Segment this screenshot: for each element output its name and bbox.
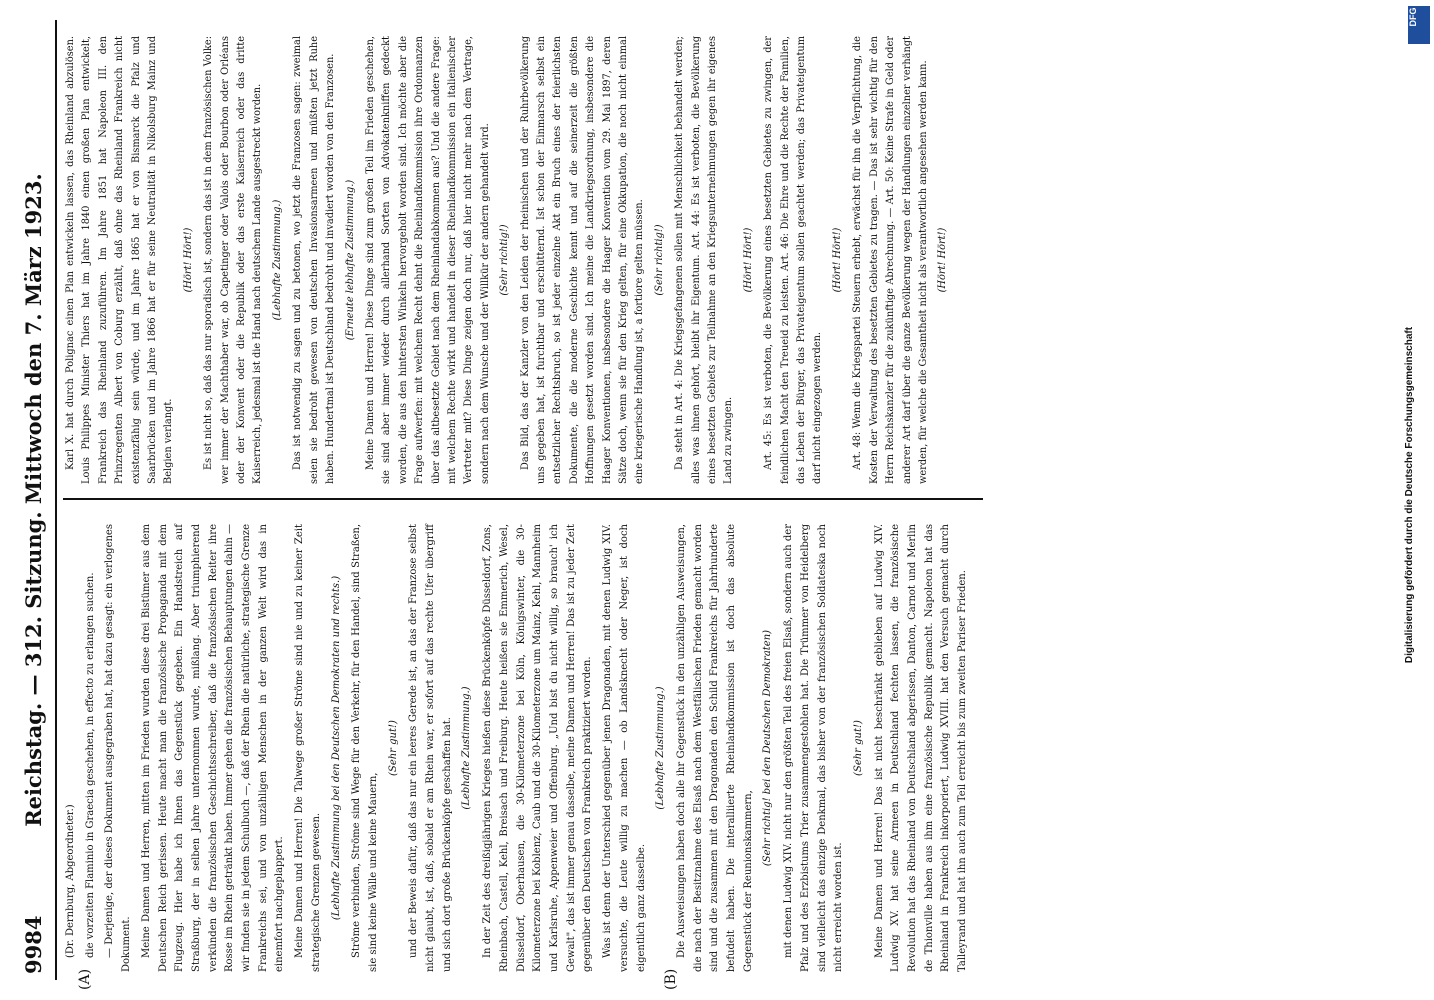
digitization-note <box>1404 0 1430 1000</box>
left-column-paragraph: Ströme verbinden, Ströme sind Wege für den Verkehr, für den Handel, sind Straßen, sie sind keine Wälle und keine Mauern, <box>351 524 379 972</box>
right-column-paragraph: Meine Damen und Herren! Diese Dinge sind zum großen Teil im Frieden geschehen, sie sind aber immer wieder durch allerhand Sorten von Advokatenkniffen gedeckt worden, die aus den hintersten Winkeln hervorgeholt worden sind. Ich möchte aber die Frage aufwerfen: mit welchem Recht dehnt die Rheinlandkommission ihre Ordonnanzen über das altbesetzte Gebiet nach dem Rheinlandabkommen aus? Und die andere Frage: mit welchem Rechte wirkt und handelt in dieser Rheinlandkommission ein italienischer Vertreter mit? Diese Dinge zeigen doch nur, daß hier nicht mehr nach dem Vertrage, sondern nach dem Wunsche und der Willkür der andern gehandelt wird. <box>364 36 491 484</box>
left-column-paragraph: Meine Damen und Herren, mitten im Frieden wurden diese drei Bistümer aus dem Deutschen Reich gerissen. Heute macht man die französische Propaganda mit dem Flugzeug. Hier habe ich Ihnen das Gegenstück gegeben. Ein Handstreich auf Straßburg, der in selben Jahre unternommen wurde, mißlang. Aber triumphierend verkünden die französischen Geschichtsschreiber, daß die französischen Reiter ihre Rosse im Rhein getränkt haben. Immer gehen die französischen Behauptungen dahin — wir finden sie in jedem Schulbuch —, daß der Rhein die natürliche, strategische Grenze Frankreichs sei, und von unzähligen Menschen in der ganzen Welt wird das in einemfort nachgeplappert. <box>140 524 286 972</box>
left-column-paragraph: (Lebhafte Zustimmung.) <box>461 686 473 810</box>
right-column-paragraph: Karl X. hat durch Polignac einen Plan entwickeln lassen, das Rheinland abzulösen. Louis Philippes Minister Thiers hat im Jahre 1840 einen großen Plan entwickelt, Frankreich das Rheinland zuzuführen. Im Jahre 1851 hat Napoleon III. den Prinzregenten Albert von Coburg erzählt, daß ohne das Rheinland Frankreich nicht existenzfähig sein würde, und im Jahre 1865 hat er von Bismarck die Pfalz und Saarbrücken und im Jahre 1866 hat er für seine Neutralität in Nikolsburg Mainz und Belgien verlangt. <box>65 36 175 484</box>
left-column-paragraph: mit denen Ludwig XIV. nicht nur den größten Teil des freien Elsaß, sondern auch der Pfalz und des Erzbistums Trier zusammengestohlen hat. Die Trümmer von Heidelberg sind vielleicht das einzige Denkmal, das bisher von der französischen Soldateska noch nicht erreicht worden ist. <box>783 524 845 972</box>
right-text-column <box>63 36 956 484</box>
rotated-page <box>15 20 1405 990</box>
right-column-paragraph: (Sehr richtig!) <box>499 224 511 296</box>
left-column-paragraph: (Dr. Dernburg, Abgeordneter.) <box>65 804 76 958</box>
left-column-paragraph: Was ist denn der Unterschied gegenüber jenen Dragonaden, mit denen Ludwig XIV. versuchte, die Leute willig zu machen — ob Landsknecht oder Neger, ist doch eigentlich ganz dasselbe. <box>602 524 647 972</box>
left-column-paragraph: und der Beweis dafür, daß das nur ein leeres Gerede ist, an das der Franzose selbst nicht glaubt, ist, daß, sobald er am Rhein war, er sofort auf das rechte Ufer übergriff und sich dort große Brückenköpfe geschaffen hat. <box>408 524 453 972</box>
column-divider <box>63 498 983 500</box>
right-column-paragraph: Da steht in Art. 4: Die Kriegsgefangenen sollen mit Menschlichkeit behandelt werden; alles was ihnen gehört, bleibt ihr Eigentum. Art. 44: Es ist verboten, die Bevölkerung eines besetzten Gebiets zur Teilnahme an den Kriegsunternehmungen gegen ihr eigenes Land zu zwingen. <box>674 36 735 484</box>
digitization-note-text: Digitalisierung gefördert durch die Deutsche Forschungsgemeinschaft <box>1404 326 1415 664</box>
left-column-paragraph: (Sehr richtig! bei den Deutschen Demokraten) <box>762 629 774 867</box>
right-column-paragraph: (Hört! Hört!) <box>742 227 754 293</box>
margin-mark-a: (A) <box>77 968 93 990</box>
right-column-paragraph: (Lebhafte Zustimmung.) <box>271 199 283 321</box>
left-text-column <box>63 524 975 972</box>
dfg-logo <box>1408 6 1430 44</box>
left-column-paragraph: (Lebhafte Zustimmung.) <box>655 686 667 810</box>
left-column-paragraph: — Derjenige, der dieses Dokument ausgegraben hat, hat dazu gesagt: ein verlogenes Dokument. <box>104 524 133 972</box>
dfg-logo-text: DFG <box>1408 7 1418 27</box>
left-column-paragraph: In der Zeit des dreißigjährigen Krieges hießen diese Brückenköpfe Düsseldorf, Zons, Rheinbach, Castell, Kehl, Breisach und Freiburg. Heute heißen sie Emmerich, Wesel, Düsseldorf, Oberhausen, die 30-Kilometerzone bei Köln, Königswinter, die 30-Kilometerzone bei Koblenz, Caub und die 30-Kilometerzone um Mainz, Kehl, Mannheim und Karlsruhe, Appenweier und Offenburg. „Und bist du nicht willig, so brauch' ich Gewalt", das ist immer genau dasselbe, meine Damen und Herren! Das ist zu jeder Zeit gegenüber den Deutschen von Frankreich praktiziert worden. <box>482 524 594 972</box>
right-column-paragraph: (Hört! Hört!) <box>831 227 843 293</box>
running-title: Reichstag. — 312. Sitzung. Mittwoch den 7. März 1923. <box>21 173 46 827</box>
left-column-paragraph: (Lebhafte Zustimmung bei den Deutschen Demokraten und rechts.) <box>330 575 342 921</box>
left-column-paragraph: Meine Damen und Herren! Die Talwege großer Ströme sind nie und zu keiner Zeit strategische Grenzen gewesen. <box>294 524 322 972</box>
left-column-paragraph: Die Ausweisungen haben doch alle ihr Gegenstück in den unzähligen Ausweisungen, die nach der Besitznahme des Elsaß nach dem Westfälischen Frieden gemacht worden sind und die zusammen mit den Dragonaden den Schild Frankreichs für Jahrhunderte befudelt haben. Die interalliierte Rheinlandkommission ist doch das absolute Gegenstück der Reunionskammern, <box>675 524 754 972</box>
right-column-paragraph: Art. 45: Es ist verboten, die Bevölkerung eines besetzten Gebietes zu zwingen, der feindlichen Macht den Treueid zu leisten. Art. 46: Die Ehre und die Rechte der Familien, das Leben der Bürger, das Privateigentum sollen geachtet werden; das Privateigentum darf nicht eingezogen werden. <box>763 36 824 484</box>
right-column-paragraph: Es ist nicht so, daß das nur sporadisch ist, sondern das ist in dem französischen Volke: wer immer der Machthaber war, ob Capetinger oder Valois oder Bourbon oder Orléans oder der Konvent oder die Republik oder das erste Kaiserreich oder das dritte Kaiserreich, jedesmal ist die Hand nach deutschem Lande ausgestreckt worden. <box>203 36 264 484</box>
left-column-paragraph: (Sehr gut!) <box>852 720 864 776</box>
left-column-paragraph: (Sehr gut!) <box>387 720 399 776</box>
right-column-paragraph: (Hört! Hört!) <box>937 227 949 293</box>
left-column-paragraph: die vorzeiten Flaminio in Graecia geschehen, in effecto zu erlangen suchen. <box>84 572 96 958</box>
page-header <box>15 20 57 980</box>
left-column-paragraph: Meine Damen und Herren! Das ist nicht beschränkt geblieben auf Ludwig XIV. Ludwig XV. hat seine Armeen in Deutschland fechten lassen, die französische Revolution hat das Rheinland von Deutschland abgerissen, Danton, Carnot und Merlin de Thionville haben aus ihm eine französische Republik gemacht. Napoleon hat das Rheinland in Frankreich inkorporiert, Ludwig XVIII. hat den Versuch gemacht durch Talleyrand und hat ihn auch zum Teil erreicht bis zum zweiten Pariser Frieden. <box>873 524 969 972</box>
right-column-paragraph: (Erneute lebhafte Zustimmung.) <box>344 179 356 341</box>
right-column-paragraph: (Sehr richtig!) <box>653 224 665 296</box>
right-column-paragraph: (Hört! Hört!) <box>182 227 194 293</box>
margin-mark-b: (B) <box>663 968 679 990</box>
page-number: 9984 <box>21 915 46 974</box>
right-column-paragraph: Art. 48: Wenn die Kriegspartei Steuern erhebt, erwächst für ihn die Verpflichtung, die Kosten der Verwaltung des besetzten Gebietes zu tragen. — Das ist sehr wichtig für den Herrn Reichskanzler für die zukünftige Abrechnung. — Art. 50: Keine Strafe in Geld oder anderer Art darf über die ganze Bevölkerung wegen der Handlungen einzelner verhängt werden, für welche die Gesamtheit nicht als verantwortlich angesehen werden kann. <box>852 36 929 484</box>
right-column-paragraph: Das ist notwendig zu sagen und zu betonen, wo jetzt die Franzosen sagen: zweimal seien sie bedroht gewesen von deutschen Invasionsarmeen und müßten jetzt Ruhe haben. Hundertmal ist Deutschland bedroht und invadiert worden von den Franzosen. <box>292 36 337 484</box>
right-column-paragraph: Das Bild, das der Kanzler von den Leiden der rheinischen und der Ruhrbevölkerung uns gegeben hat, ist furchtbar und erschütternd. Ist schon der Einmarsch selbst ein entsetzlicher Rechtsbruch, so ist jeder einzelne Akt ein Bruch eines der feierlichsten Dokumente, die die moderne Geschichte kennt und auf die seinerzeit die größten Hoffnungen gesetzt worden sind. Ich meine die Landkriegsordnung, insbesondere die Haager Konventionen, insbesondere die Haager Konvention vom 29. Mai 1897, deren Sätze doch, wenn sie für den Krieg gelten, für eine Okkupation, die noch nicht einmal eine kriegerische Handlung ist, a fortiore gelten müssen. <box>519 36 646 484</box>
